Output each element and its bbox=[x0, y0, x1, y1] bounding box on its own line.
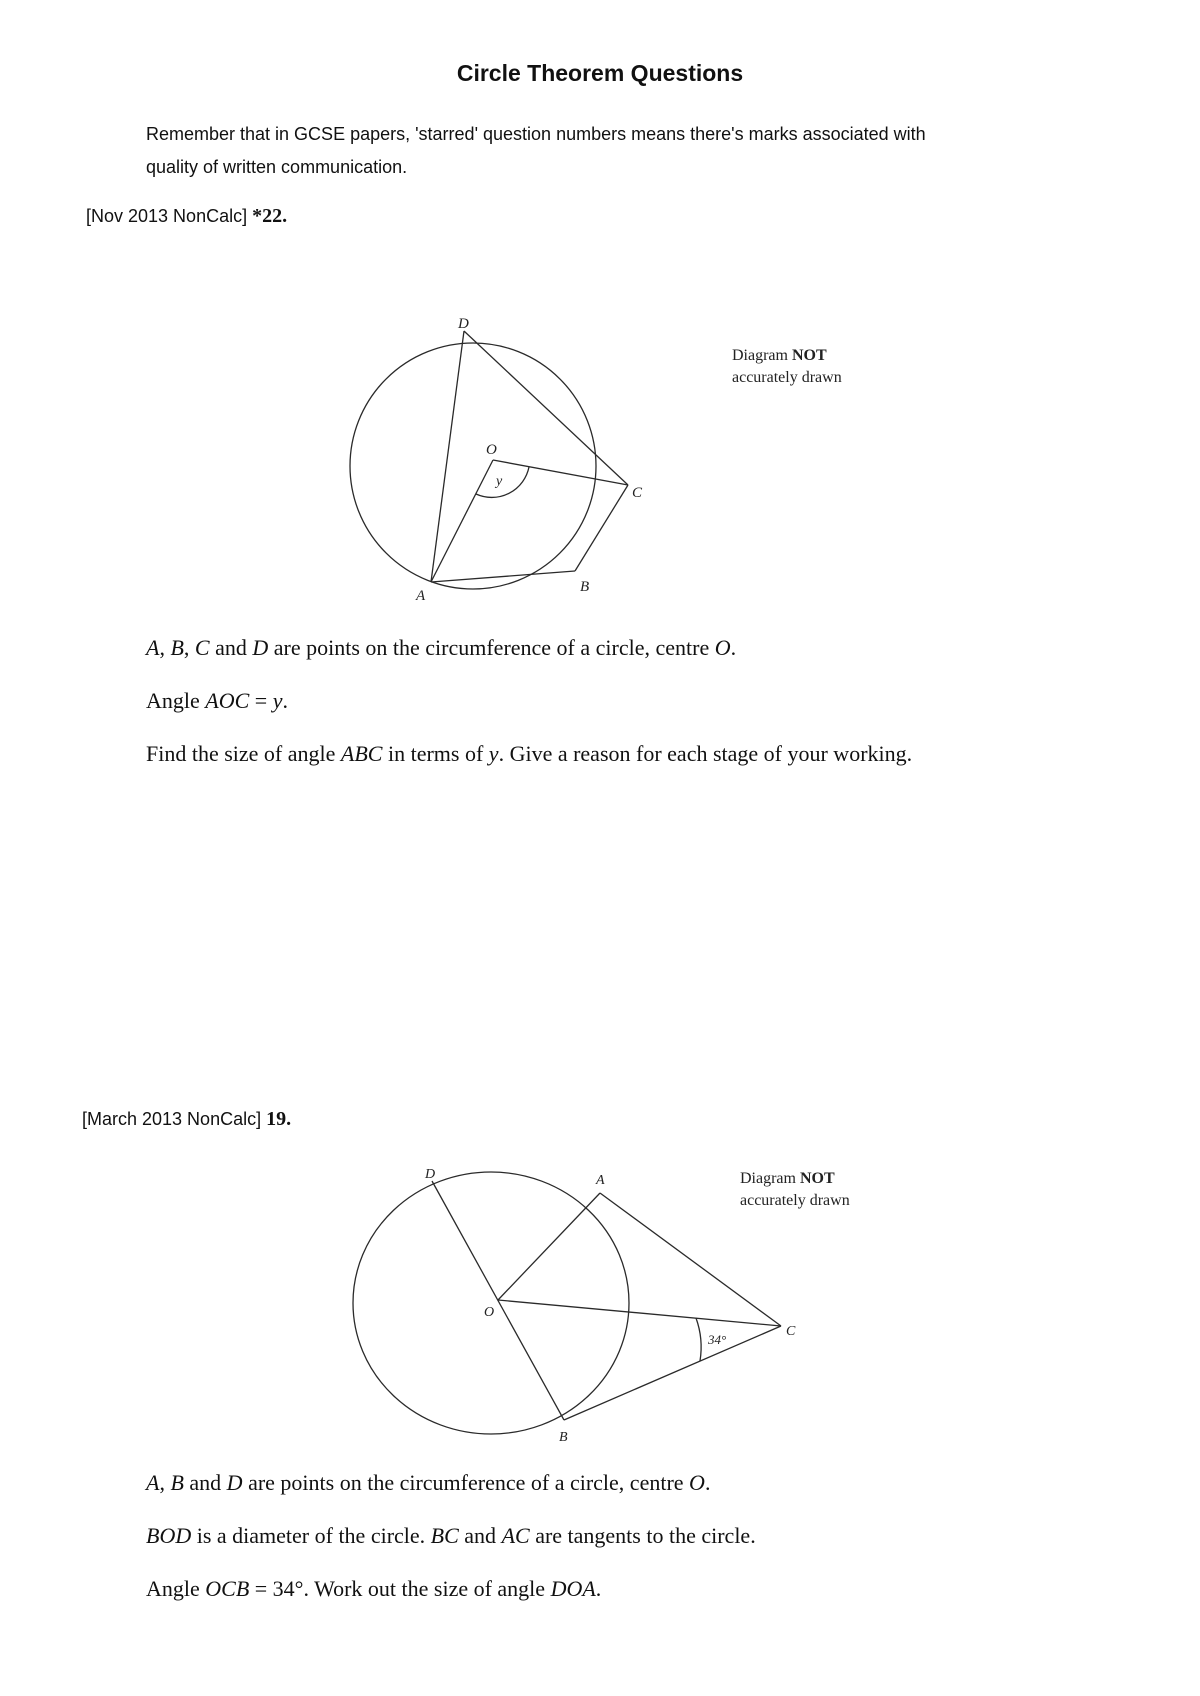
question-1-source: [Nov 2013 NonCalc] bbox=[86, 206, 248, 226]
question-1-text-1: A, B, C and D are points on the circumference of a circle, centre O. bbox=[146, 635, 737, 660]
question-2-text-2: BOD is a diameter of the circle. BC and AC are tangents to the circle. bbox=[146, 1523, 756, 1548]
question-1-text-3: Find the size of angle ABC in terms of y. Give a reason for each stage of your working. bbox=[146, 741, 913, 766]
q2-angle-arc bbox=[696, 1318, 701, 1361]
q1-label-o: O bbox=[486, 442, 497, 458]
question-2-diagram-note: Diagram NOT accurately drawn bbox=[740, 1170, 850, 1209]
q2-line-oc bbox=[498, 1300, 781, 1326]
q1-radius-oa bbox=[431, 460, 493, 582]
q1-circle bbox=[350, 343, 596, 589]
q2-label-c: C bbox=[786, 1324, 796, 1339]
question-2-source: [March 2013 NonCalc] bbox=[82, 1109, 262, 1129]
q1-chord-bc bbox=[575, 485, 628, 571]
question-2-text-1: A, B and D are points on the circumference of a circle, centre O. bbox=[146, 1470, 711, 1495]
q2-label-o: O bbox=[484, 1305, 495, 1320]
q2-label-b: B bbox=[559, 1430, 568, 1445]
question-2-number: 19. bbox=[266, 1108, 292, 1130]
question-2-text-3: Angle OCB = 34°. Work out the size of angle DOA. bbox=[146, 1576, 602, 1601]
q2-radius-oa bbox=[498, 1193, 600, 1300]
q1-label-y: y bbox=[496, 474, 503, 489]
q1-label-c: C bbox=[632, 485, 643, 501]
q2-tangent-ac bbox=[600, 1193, 781, 1326]
intro-line-1: Remember that in GCSE papers, 'starred' question numbers means there's marks associated with bbox=[146, 124, 926, 144]
page-title: Circle Theorem Questions bbox=[456, 60, 744, 86]
q2-circle bbox=[353, 1172, 629, 1434]
question-1-diagram bbox=[340, 300, 680, 610]
q1-radius-oc bbox=[493, 460, 628, 485]
question-1-text-2: Angle AOC = y. bbox=[146, 688, 288, 713]
q2-label-angle-34: 34° bbox=[708, 1332, 727, 1347]
q1-chord-dc bbox=[464, 331, 628, 485]
question-1-number: *22. bbox=[252, 205, 288, 227]
q2-tangent-bc bbox=[564, 1326, 781, 1420]
q2-label-a: A bbox=[596, 1173, 605, 1188]
q1-angle-arc bbox=[476, 467, 529, 497]
q1-label-a: A bbox=[416, 588, 426, 604]
q1-chord-da bbox=[431, 331, 464, 582]
q1-chord-ab bbox=[431, 571, 575, 582]
q2-label-d: D bbox=[425, 1167, 436, 1182]
intro-line-2: quality of written communication. bbox=[146, 157, 408, 177]
question-1-header bbox=[86, 205, 287, 228]
q1-label-b: B bbox=[580, 579, 590, 595]
intro-text bbox=[146, 118, 1046, 184]
question-1-diagram-note: Diagram NOT accurately drawn bbox=[732, 347, 842, 386]
question-2-header bbox=[82, 1108, 291, 1131]
q1-label-d: D bbox=[458, 316, 469, 332]
